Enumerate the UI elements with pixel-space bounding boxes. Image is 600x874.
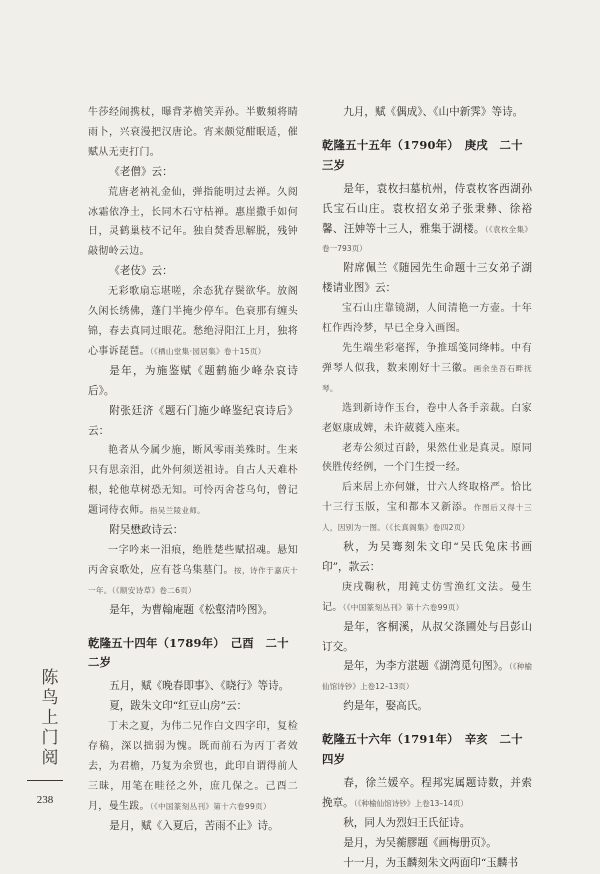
source-note: （《种榆仙馆诗钞》上卷13–14页）: [353, 798, 469, 808]
source-note: （《种榆仙馆诗钞》上卷12–13页）: [322, 662, 533, 692]
quoted-poem: [322, 578, 532, 618]
quoted-poem: [88, 541, 298, 601]
paragraph: [322, 657, 532, 697]
text: 后来居上亦何嫌，廿六人终取格严。恰比十三行玉版，宝和都本又新添。: [322, 482, 532, 514]
quoted-poem: [88, 282, 298, 362]
section-gap: [322, 123, 532, 130]
paragraph: [88, 817, 298, 837]
paragraph: [88, 262, 298, 282]
text: 春，徐兰媛卒。程邦宪属题诗数，并索挽章。: [322, 777, 532, 809]
quoted-poem: [322, 439, 532, 479]
text: 艳者从今属少施，断风零雨美殊时。生来只有思亲泪，此外何须送祖诗。自古人天难朴根，轮他草树恐无知。可怜丙舍苍乌句，曾记题词待衣师。: [88, 445, 298, 517]
paragraph: [88, 677, 298, 697]
paragraph: [322, 180, 532, 260]
source-note: （《中国篆刻丛刊》第十六卷99页）: [342, 602, 464, 612]
seal-char: 门: [41, 728, 59, 748]
text: 牛莎经闹携杖，曝背茅檐笑弄孙。半數頻将睛雨卜，兴衰漫把汉唐论。宵来颇觉酣眠适，催赋从无吏打门。: [88, 107, 298, 158]
paragraph: [322, 814, 532, 834]
source-note: （《袁枚全集》卷一793页）: [322, 224, 532, 254]
year-heading: [88, 634, 298, 674]
text: 一字吟来一泪痕，绝胜楚些赋招魂。悬知丙舍哀歌处，应有苍乌集墓门。: [88, 544, 298, 576]
text: 附席佩兰《随园先生命题十三女弟子湖楼请业图》云：: [322, 262, 532, 295]
text: 先生端坐彩毫挥，争推瑶笺同绛帏。中有弹琴人似我，数来刚好十三徽。: [322, 342, 532, 374]
source-note: 指吴兰陵业师。: [149, 506, 206, 516]
paragraph: [88, 362, 298, 402]
text: 是年，客桐溪，从叔父涤圃处与吕彭山订交。: [322, 620, 532, 653]
text: 十一月，为玉麟刻朱文两面印“玉麟书: [343, 856, 519, 869]
section-gap: [322, 717, 532, 724]
text: 《老伎》云：: [109, 265, 173, 278]
text: 丁未之夏，为伟二兄作白文四字印，复检存稿，深以拙弱为愧。既而前石为丙丁者效去，为君檐，乃复为余贸也，此印自谓得前人三昧，用笔在畦径之外，庶几保之。己酉二月，曼生跋。: [88, 721, 298, 812]
text: 秋，同人为烈妇王氏征诗。: [343, 816, 471, 829]
paragraph: [322, 103, 532, 123]
paragraph: [88, 521, 298, 541]
paragraph: [88, 601, 298, 621]
paragraph: [88, 697, 298, 717]
text: 秋，为吴骞刻朱文印“吴氏兔床书画印”，款云：: [322, 541, 532, 573]
seal-char: 上: [41, 708, 59, 728]
source-note: 作图后又得十三人，因别为一图。（《长真阁集》卷四2页）: [322, 503, 532, 533]
text: 乾隆五十五年（1790年） 庚戌 二十三岁: [322, 137, 523, 172]
text: 约是年，娶高氏。: [343, 700, 428, 713]
quoted-poem: [88, 103, 298, 163]
left-column: [88, 103, 298, 837]
text: 五月，赋《晚春即事》、《晓行》等诗。: [109, 680, 290, 693]
right-column: [322, 103, 532, 874]
paragraph: [322, 834, 532, 854]
quoted-poem: [88, 717, 298, 817]
seal-char: 阅: [41, 748, 59, 768]
text: 宝石山庄靠镜湖，人间清艳一方壶。十年杠作西泠梦，早已全身入画图。: [322, 303, 532, 335]
source-note: （《中国篆刻丛刊》第十六卷99页）: [149, 801, 271, 811]
paragraph: [322, 618, 532, 658]
seal-char: 鸟: [41, 688, 59, 708]
paragraph: [322, 259, 532, 299]
text: 九月，赋《偶成》、《山中新霁》等诗。: [343, 106, 524, 118]
seal-stamp: [27, 668, 73, 768]
paragraph: [88, 163, 298, 183]
quoted-poem: [88, 183, 298, 263]
text: 乾隆五十六年（1791年） 辛亥 二十四岁: [322, 732, 523, 767]
text: 《老僧》云：: [109, 165, 173, 178]
text: 是月，为吴蘅膠题《画梅册页》。: [343, 836, 497, 849]
text: 无彩歌扇忘堪嗟，余态犹存鬓欲华。放阁久闲长绣佛，蓬门半掩少停车。色衰那有缠头锦，春去真同过眼花。愁绝浔阳江上月，独将心事诉琵琶。: [88, 286, 298, 357]
quoted-poem: [322, 478, 532, 538]
quoted-poem: [322, 299, 532, 339]
quoted-poem: [88, 441, 298, 521]
text: 附张廷济《题石门施少峰鉴纪哀诗后》云：: [88, 404, 298, 437]
section-gap: [88, 621, 298, 628]
text: 是年，为施鉴赋《题鹤施少峰杂哀诗后》。: [88, 364, 298, 397]
paragraph: [322, 774, 532, 814]
paragraph: [322, 538, 532, 578]
year-heading: [322, 136, 532, 176]
source-note: （《栖山堂集·园居集》卷十15页）: [149, 346, 266, 356]
quoted-poem: [322, 399, 532, 439]
text: 荒唐老衲礼金仙，弹指能明过去禅。久阅冰霜依净土，长同木石守枯禅。惠崖撒手如何日，灵鹤巢枝不记年。独自焚香思解脱，残钟敲彻岭云边。: [88, 186, 298, 258]
quoted-poem: [322, 339, 532, 399]
text: 是年，为李方湛题《湖湾觅句图》。: [343, 660, 509, 673]
source-note: 按，诗作于嘉庆十一年。（《顺安诗草》卷二6页）: [88, 565, 298, 595]
source-note: 画余坐吾石畔抚琴。: [322, 363, 532, 393]
paragraph: [322, 697, 532, 717]
seal-char: 陈: [41, 668, 59, 688]
paragraph: [88, 402, 298, 442]
text: 夏，跋朱文印“红豆山房”云：: [109, 700, 248, 713]
text: 附吴懋政诗云：: [109, 524, 184, 537]
text: 庚戌鞠秋，用鈍丈仿雪渔红文法。曼生记。: [322, 581, 532, 613]
text: 是年，袁枚扫墓杭州，侍袁枚客西湖孙氏宝石山庄。袁枚招女弟子张秉彝、徐裕馨、汪妽等十三人，雅集于湖楼。: [322, 182, 532, 235]
text: 是年，为曹翰庵题《松壑清吟图》。: [109, 603, 274, 616]
text: 老寿公须过百龄，果然仕业是真灵。原同侠胜传经例，一个门生授一经。: [322, 442, 532, 474]
text: 乾隆五十四年（1789年） 己酉 二十二岁: [88, 635, 289, 670]
page-number-rule: [27, 780, 63, 781]
year-heading: [322, 730, 532, 770]
text: 是月，赋《入夏后，苦雨不止》诗。: [109, 819, 279, 832]
text: 选到新诗作玉台，卷中人各手亲裁。白家老妪康成婢，未许葳蕤入座来。: [322, 402, 532, 434]
paragraph: [322, 854, 532, 874]
page-number: 238: [36, 794, 54, 806]
